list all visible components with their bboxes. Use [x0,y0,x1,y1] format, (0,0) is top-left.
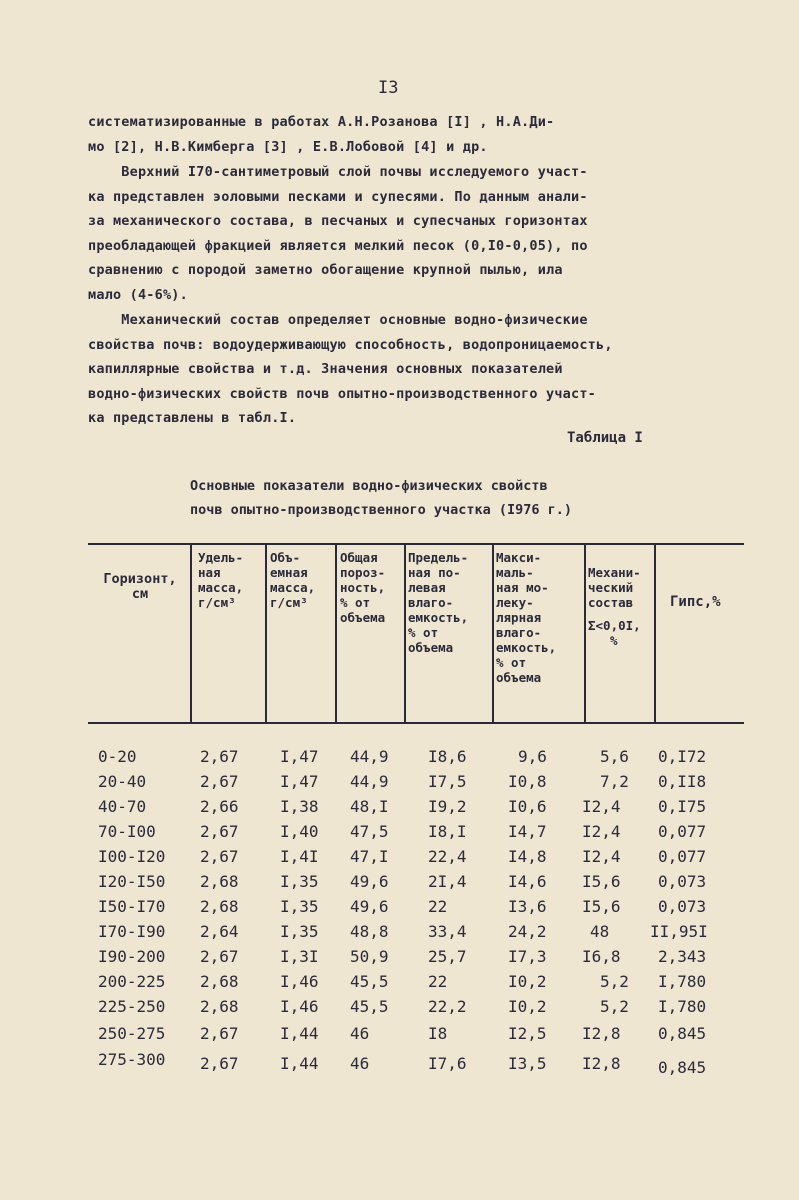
header-text: объема [340,610,386,625]
header-text: Механи- [588,565,641,580]
cell-specific-mass: 2,64 [200,922,239,941]
cell-gypsum: 0,I75 [658,797,707,816]
table-row [0,772,799,796]
cell-bulk-density: I,47 [280,747,319,766]
header-gypsum [670,595,721,610]
cell-mechanical: I2,4 [582,797,621,816]
cell-molecular-capacity: I0,6 [508,797,547,816]
header-field-capacity [408,550,468,655]
cell-porosity: 49,6 [350,897,389,916]
header-text: объема [408,640,454,655]
header-text: ческий [588,580,634,595]
cell-horizon: 20-40 [98,772,147,791]
header-text: объема [496,670,542,685]
cell-mechanical: I2,4 [582,822,621,841]
cell-porosity: 48,I [350,797,389,816]
column-divider [654,545,656,723]
cell-field-capacity: 25,7 [428,947,467,966]
cell-bulk-density: I,40 [280,822,319,841]
header-text: масса, [198,580,244,595]
cell-mechanical: 7,2 [600,772,629,791]
cell-molecular-capacity: I4,8 [508,847,547,866]
header-text: Предель- [408,550,469,565]
cell-gypsum: 0,073 [658,897,707,916]
text-line: сравнению с породой заметно обогащение крупной пылью, ила [88,262,563,278]
header-text: Макси- [496,550,542,565]
cell-field-capacity: I8,I [428,822,467,841]
cell-molecular-capacity: I4,7 [508,822,547,841]
cell-mechanical: I5,6 [582,872,621,891]
table-row [0,822,799,846]
cell-field-capacity: I7,6 [428,1054,467,1073]
cell-porosity: 46 [350,1054,370,1073]
cell-molecular-capacity: I0,8 [508,772,547,791]
cell-porosity: 47,I [350,847,389,866]
text-line: мало (4-6%). [88,286,188,303]
cell-gypsum: 0,077 [658,822,707,841]
text-line: за механического состава, в песчаных и супесчаных горизонтах [88,213,588,229]
cell-specific-mass: 2,67 [200,1054,239,1073]
cell-specific-mass: 2,66 [200,797,239,816]
cell-horizon: 40-70 [98,797,147,816]
cell-gypsum: 0,077 [658,847,707,866]
text-line: систематизированные в работах А.Н.Розанова [I] , Н.А.Ди- [88,114,555,130]
cell-gypsum: 0,845 [658,1058,707,1077]
column-divider [335,545,337,723]
cell-molecular-capacity: I7,3 [508,947,547,966]
header-text: ность, [340,580,386,595]
table-row [0,922,799,946]
cell-mechanical: 5,2 [600,972,629,991]
header-specific-mass [198,550,243,610]
header-horizon [92,572,188,602]
header-text: % от [340,595,371,610]
cell-specific-mass: 2,67 [200,1024,239,1043]
cell-porosity: 44,9 [350,747,389,766]
column-divider [492,545,494,723]
header-text: г/см³ [198,595,236,610]
header-total-porosity [340,550,385,625]
cell-mechanical: 5,2 [600,997,629,1016]
header-text: левая [408,580,446,595]
cell-gypsum: I,780 [658,972,707,991]
header-bulk-density [270,550,315,610]
cell-horizon: 200-225 [98,972,166,991]
cell-gypsum: 0,845 [658,1024,707,1043]
header-text: емкость, [496,640,557,655]
header-mechanical-composition [588,565,641,648]
cell-gypsum: 0,II8 [658,772,707,791]
table-row [0,872,799,896]
header-text: емкость, [408,610,469,625]
cell-field-capacity: 22,2 [428,997,467,1016]
header-text: леку- [496,595,534,610]
cell-porosity: 44,9 [350,772,389,791]
header-text: Объ- [270,550,301,565]
cell-mechanical: 48 [590,922,610,941]
text-line: Механический состав определяет основные водно-физические [88,312,588,328]
text-line: ка представлены в табл.I. [88,410,297,426]
table-row [0,972,799,996]
cell-molecular-capacity: I0,2 [508,997,547,1016]
cell-molecular-capacity: I2,5 [508,1024,547,1043]
cell-bulk-density: I,44 [280,1054,319,1073]
header-text: маль- [496,565,534,580]
cell-mechanical: I2,8 [582,1024,621,1043]
cell-porosity: 46 [350,1024,370,1043]
table-header-bottom-border [88,722,744,724]
cell-molecular-capacity: I3,5 [508,1054,547,1073]
cell-specific-mass: 2,67 [200,772,239,791]
text-line: мо [2], Н.В.Кимберга [3] , Е.В.Лобовой [4] и др. [88,138,488,155]
column-divider [190,545,192,723]
cell-horizon: 225-250 [98,997,166,1016]
cell-mechanical: I5,6 [582,897,621,916]
cell-field-capacity: 33,4 [428,922,467,941]
cell-molecular-capacity: I4,6 [508,872,547,891]
cell-gypsum: I,780 [658,997,707,1016]
header-text: % от [408,625,439,640]
cell-field-capacity: 22,4 [428,847,467,866]
table-row [0,797,799,821]
cell-gypsum: 0,I72 [658,747,707,766]
header-text: Σ<0,0I, [588,618,641,633]
cell-horizon: I90-200 [98,947,166,966]
table-row [0,747,799,771]
header-text: % от [496,655,527,670]
header-text: емная [270,565,308,580]
table-row [0,997,799,1021]
cell-horizon: I00-I20 [98,847,166,866]
header-text: г/см³ [270,595,308,610]
table-row [0,847,799,871]
cell-horizon: 70-I00 [98,822,156,841]
cell-molecular-capacity: I0,2 [508,972,547,991]
header-text: пороз- [340,565,386,580]
cell-horizon: 0-20 [98,747,137,766]
text-line: преобладающей фракцией является мелкий песок (0,I0-0,05), по [88,237,588,254]
cell-field-capacity: 22 [428,972,448,991]
table-title-line-2: почв опытно-производственного участка (I976 г.) [190,502,573,518]
cell-field-capacity: I9,2 [428,797,467,816]
table-row [0,897,799,921]
header-text: Горизонт, [103,571,177,587]
header-text: ная мо- [496,580,549,595]
cell-bulk-density: I,35 [280,922,319,941]
cell-field-capacity: 2I,4 [428,872,467,891]
cell-mechanical: I2,4 [582,847,621,866]
cell-bulk-density: I,35 [280,897,319,916]
cell-bulk-density: I,38 [280,797,319,816]
header-text: % [610,633,618,648]
cell-porosity: 45,5 [350,972,389,991]
cell-field-capacity: I8,6 [428,747,467,766]
cell-horizon: I50-I70 [98,897,166,916]
cell-field-capacity: 22 [428,897,448,916]
table-row [0,1024,799,1048]
cell-field-capacity: I7,5 [428,772,467,791]
cell-porosity: 47,5 [350,822,389,841]
cell-bulk-density: I,46 [280,972,319,991]
cell-gypsum: 2,343 [658,947,707,966]
text-line: водно-физических свойств почв опытно-производственного участ- [88,385,596,402]
header-text: Удель- [198,550,244,565]
table-caption: Таблица I [567,430,643,446]
paragraph-mechanical-composition [88,308,728,431]
cell-specific-mass: 2,67 [200,822,239,841]
header-text: ная [198,565,221,580]
table-row [0,947,799,971]
cell-gypsum: 0,073 [658,872,707,891]
header-text: лярная [496,610,542,625]
cell-horizon: I20-I50 [98,872,166,891]
cell-mechanical: 5,6 [600,747,629,766]
cell-horizon: 275-300 [98,1050,166,1069]
paragraph-soil-composition [88,160,728,307]
column-divider [265,545,267,723]
text-line: ка представлен эоловыми песками и супесями. По данным анали- [88,188,588,205]
cell-gypsum: II,95I [650,922,708,941]
paragraph-references [88,110,728,159]
header-text: состав [588,595,634,610]
header-text: Общая [340,550,378,565]
text-line: Верхний I70-сантиметровый слой почвы исследуемого участ- [88,164,588,180]
header-text: влаго- [496,625,542,640]
cell-bulk-density: I,46 [280,997,319,1016]
cell-molecular-capacity: 24,2 [508,922,547,941]
header-text: Гипс,% [670,594,721,610]
page-number: I3 [378,78,399,98]
column-divider [404,545,406,723]
header-text: ная по- [408,565,461,580]
cell-molecular-capacity: I3,6 [508,897,547,916]
cell-specific-mass: 2,67 [200,747,239,766]
cell-horizon: I70-I90 [98,922,166,941]
cell-porosity: 48,8 [350,922,389,941]
cell-porosity: 50,9 [350,947,389,966]
cell-specific-mass: 2,68 [200,897,239,916]
header-text: масса, [270,580,316,595]
cell-porosity: 45,5 [350,997,389,1016]
cell-porosity: 49,6 [350,872,389,891]
cell-bulk-density: I,4I [280,847,319,866]
header-molecular-capacity [496,550,556,685]
cell-horizon: 250-275 [98,1024,166,1043]
cell-bulk-density: I,35 [280,872,319,891]
header-text: влаго- [408,595,454,610]
text-line: капиллярные свойства и т.д. Значения основных показателей [88,361,563,377]
cell-specific-mass: 2,67 [200,847,239,866]
cell-mechanical: I6,8 [582,947,621,966]
cell-specific-mass: 2,68 [200,997,239,1016]
table-title-line-1: Основные показатели водно-физических свойств [190,478,548,494]
table-top-border [88,543,744,545]
table-row [0,1050,799,1078]
cell-specific-mass: 2,68 [200,872,239,891]
column-divider [584,545,586,723]
header-text: см [131,586,149,602]
cell-molecular-capacity: 9,6 [518,747,547,766]
cell-specific-mass: 2,67 [200,947,239,966]
cell-mechanical: I2,8 [582,1054,621,1073]
cell-field-capacity: I8 [428,1024,448,1043]
cell-bulk-density: I,3I [280,947,319,966]
cell-bulk-density: I,47 [280,772,319,791]
cell-bulk-density: I,44 [280,1024,319,1043]
cell-specific-mass: 2,68 [200,972,239,991]
text-line: свойства почв: водоудерживающую способность, водопроницаемость, [88,336,613,353]
